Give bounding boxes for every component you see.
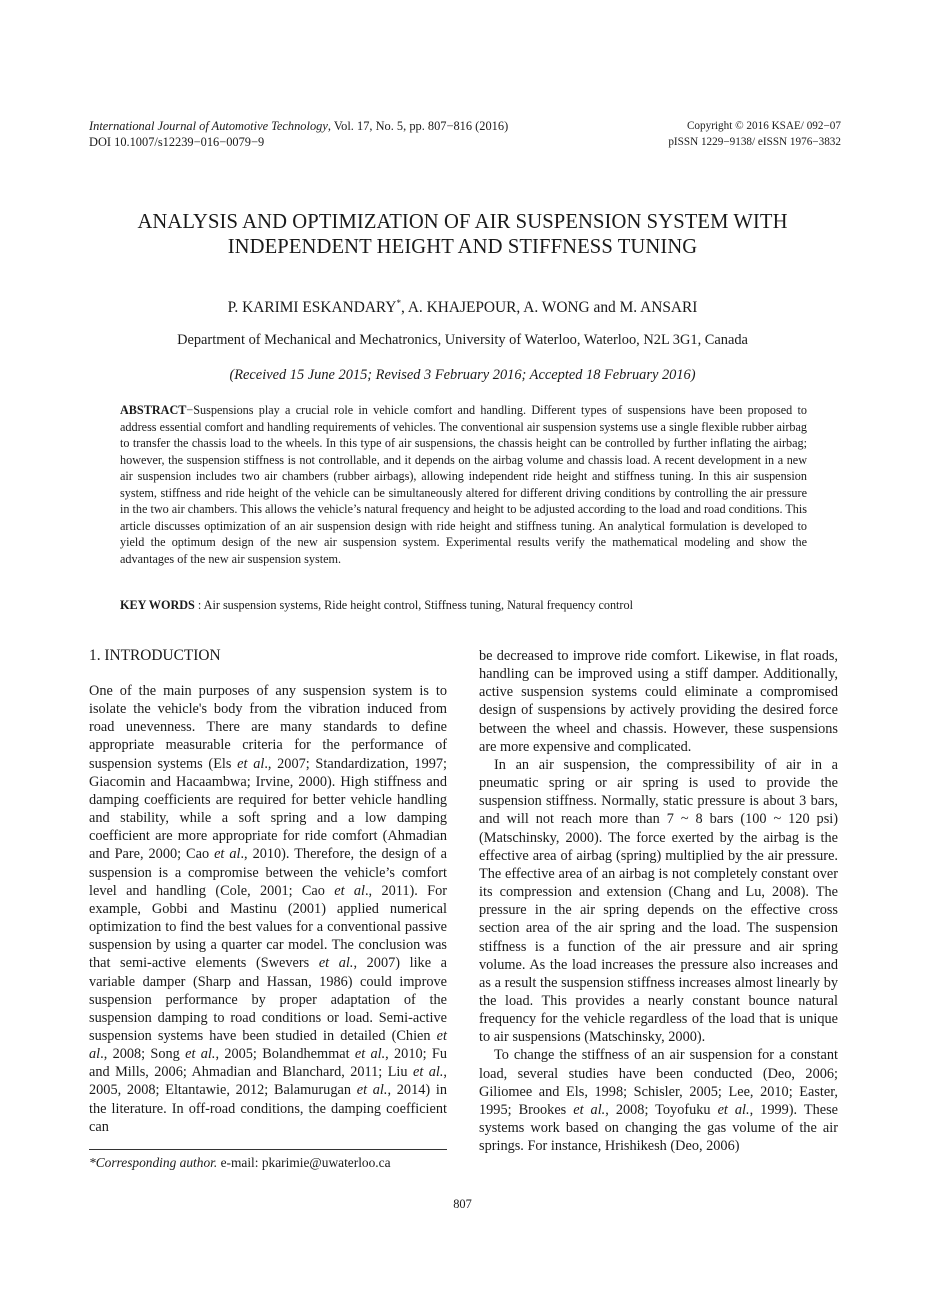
citation-etal: et al. bbox=[717, 1101, 750, 1118]
citation-etal: et al bbox=[237, 755, 265, 772]
keywords bbox=[120, 597, 807, 613]
title-line-2: INDEPENDENT HEIGHT AND STIFFNESS TUNING bbox=[227, 236, 698, 258]
text-run: To change the stiffness of an air suspension for a constant load, several studies have been conducted (Deo, 2006; Giliomee and Els, 1998; Schisler, 2005; Lee, 2010; Easter, 1995; Brookes bbox=[479, 1047, 838, 1118]
authors bbox=[60, 298, 865, 317]
running-header-right bbox=[668, 118, 841, 150]
citation-etal: et al. bbox=[573, 1101, 606, 1118]
footnote bbox=[89, 1155, 391, 1171]
other-authors: , A. KHAJEPOUR, A. WONG and M. ANSARI bbox=[400, 299, 698, 317]
corresponding-mark: * bbox=[396, 298, 401, 308]
issn: pISSN 1229−9138/ eISSN 1976−3832 bbox=[668, 136, 841, 148]
citation-etal: et al bbox=[214, 846, 241, 863]
text-run: ., 2010). Therefore, the design of a suspension is a compromise between the vehicle’s comfort level and handling (Cole, 2001; Cao bbox=[89, 846, 448, 899]
first-author: P. KARIMI ESKANDARY bbox=[227, 299, 397, 317]
text-run: , 2008; Toyofuku bbox=[605, 1101, 718, 1118]
text-run: , 2005, 2008; Eltantawie, 2012; Balamurugan bbox=[89, 1064, 447, 1099]
citation-etal: et al. bbox=[356, 1082, 388, 1099]
intro-paragraph-2: In an air suspension, the compressibility of air in a pneumatic spring or air spring is used to provide the suspension stiffness. Normally, static pressure is about 3 bars, and will not reach more than 7 ~ 8 bars (100 ~ 120 psi) (Matschinsky, 2000). The force exerted by the airbag is the effective area of airbag (spring) multiplied by the air pressure. The effective area of an airbag is not completely constant over its compression and extension (Chang and Lu, 2008). The pressure in the air spring depends on the effective cross section area of the air spring and the load. The suspension stiffness is a function of the air pressure and air spring volume. As the load increases the pressure also increases and as a result the suspension stiffness increases almost linearly by the load. This provides a nearly constant bounce natural frequency for the vehicle regardless of the load that is unique to air suspensions (Matschinsky, 2000). bbox=[479, 756, 838, 1046]
text-run: , 2014) in the literature. In off-road conditions, the damping coefficient can bbox=[89, 1082, 447, 1135]
intro-paragraph-1 bbox=[89, 682, 447, 1136]
text-run: , 2005; Bolandhemmat bbox=[215, 1046, 355, 1063]
volume-pages: , Vol. 17, No. 5, pp. 807−816 (2016) bbox=[327, 119, 509, 133]
text-run: ., 2007; Standardization, 1997; Giacomin and Hacaambwa; Irvine, 2000). High stiffness and damping coefficients are required for better vehicle handling and stability, while a soft spring and a low damping coefficient are more appropriate for ride comfort (Ahmadian and Pare, 2000; Cao bbox=[89, 755, 447, 863]
keywords-text: : Air suspension systems, Ride height control, Stiffness tuning, Natural frequency control bbox=[194, 598, 633, 612]
journal-name: International Journal of Automotive Technology bbox=[89, 119, 328, 133]
abstract-text: −Suspensions play a crucial role in vehicle comfort and handling. Different types of suspensions have been proposed to address essential comfort and handling requirements of vehicles. The conventional air suspension systems use a single flexible rubber airbag to transfer the chassis load to the wheels. In this type of air suspensions, the chassis height can be controlled by further inflating the airbag; however, the suspension stiffness is not controllable, and it depends on the airbag volume and chassis load. A recent development in a new air suspension includes two air chambers (rubber airbags), allowing independent ride height and stiffness tuning. In this air suspension system, stiffness and ride height of the vehicle can be simultaneously altered for different driving conditions by controlling the air pressure in the two air chambers. This allows the vehicle’s natural frequency and height to be adjusted according to the load and road conditions. This article discusses optimization of an air suspension design with ride height and stiffness tuning. An analytical formulation is developed to yield the optimum design of the new air suspension system. Experimental results verify the mathematical modeling and show the advantages of the new air suspension system. bbox=[120, 403, 807, 566]
citation-etal: et al. bbox=[318, 955, 354, 972]
text-run: One of the main purposes of any suspension system is to isolate the vehicle's body from the vibration induced from road unevenness. There are many standards to define appropriate measurable criteria for the performance of suspension systems (Els bbox=[89, 683, 447, 772]
text-run: , 1999). These systems work based on changing the gas volume of the air springs. For instance, Hrishikesh (Deo, 2006) bbox=[479, 1101, 838, 1155]
received-dates: (Received 15 June 2015; Revised 3 February 2016; Accepted 18 February 2016) bbox=[229, 367, 696, 383]
page-number: 807 bbox=[453, 1197, 472, 1211]
doi: DOI 10.1007/s12239−016−0079−9 bbox=[89, 135, 265, 149]
text-run: ., 2008; Song bbox=[100, 1046, 186, 1063]
intro-paragraph-1-continued: be decreased to improve ride comfort. Likewise, in flat roads, handling can be improved using a stiff damper. Additionally, active suspension systems could eliminate a compromised design of suspensions by actively providing the desired force between the wheel and chassis. However, these suspensions are more expensive and complicated. bbox=[479, 648, 838, 755]
section-heading: 1. INTRODUCTION bbox=[89, 647, 221, 664]
footnote-email: e-mail: pkarimie@uwaterloo.ca bbox=[217, 1155, 391, 1170]
left-column bbox=[89, 647, 447, 1136]
right-column bbox=[479, 647, 838, 1155]
journal-citation bbox=[89, 118, 508, 134]
abstract-label: ABSTRACT bbox=[120, 403, 187, 417]
citation-etal: et al bbox=[334, 882, 365, 899]
citation-etal: et al bbox=[89, 1027, 447, 1063]
footnote-rule bbox=[89, 1149, 447, 1150]
keywords-label: KEY WORDS bbox=[120, 598, 195, 612]
text-run: , 2010; Fu and Mills, 2006; Ahmadian and Blanchard, 2011; Liu bbox=[89, 1046, 447, 1081]
intro-paragraph-3 bbox=[479, 1046, 838, 1155]
affiliation: Department of Mechanical and Mechatronics, University of Waterloo, Waterloo, N2L 3G1, Canada bbox=[177, 332, 748, 348]
abstract bbox=[120, 402, 807, 567]
citation-etal: et al. bbox=[412, 1064, 444, 1081]
copyright: Copyright © 2016 KSAE/ 092−07 bbox=[686, 120, 841, 132]
citation-etal: et al. bbox=[354, 1046, 386, 1063]
running-header-left bbox=[89, 118, 508, 150]
footnote-label: *Corresponding author. bbox=[89, 1155, 218, 1170]
title-line-1: ANALYSIS AND OPTIMIZATION OF AIR SUSPENSION SYSTEM WITH bbox=[137, 211, 788, 233]
text-run: ., 2011). For example, Gobbi and Mastinu (2001) applied numerical optimization to find the best values for a conventional passive suspension by using a quarter car model. The conclusion was that semi-active elements (Swevers bbox=[89, 882, 448, 972]
citation-etal: et al. bbox=[185, 1046, 216, 1063]
text-run: , 2007) like a variable damper (Sharp and Hassan, 1986) could improve suspension performance by proper adaptation of the suspension damping to road conditions or load. Semi-active suspension systems have been studied in detailed (Chien bbox=[89, 955, 448, 1044]
paper-title bbox=[60, 210, 865, 260]
